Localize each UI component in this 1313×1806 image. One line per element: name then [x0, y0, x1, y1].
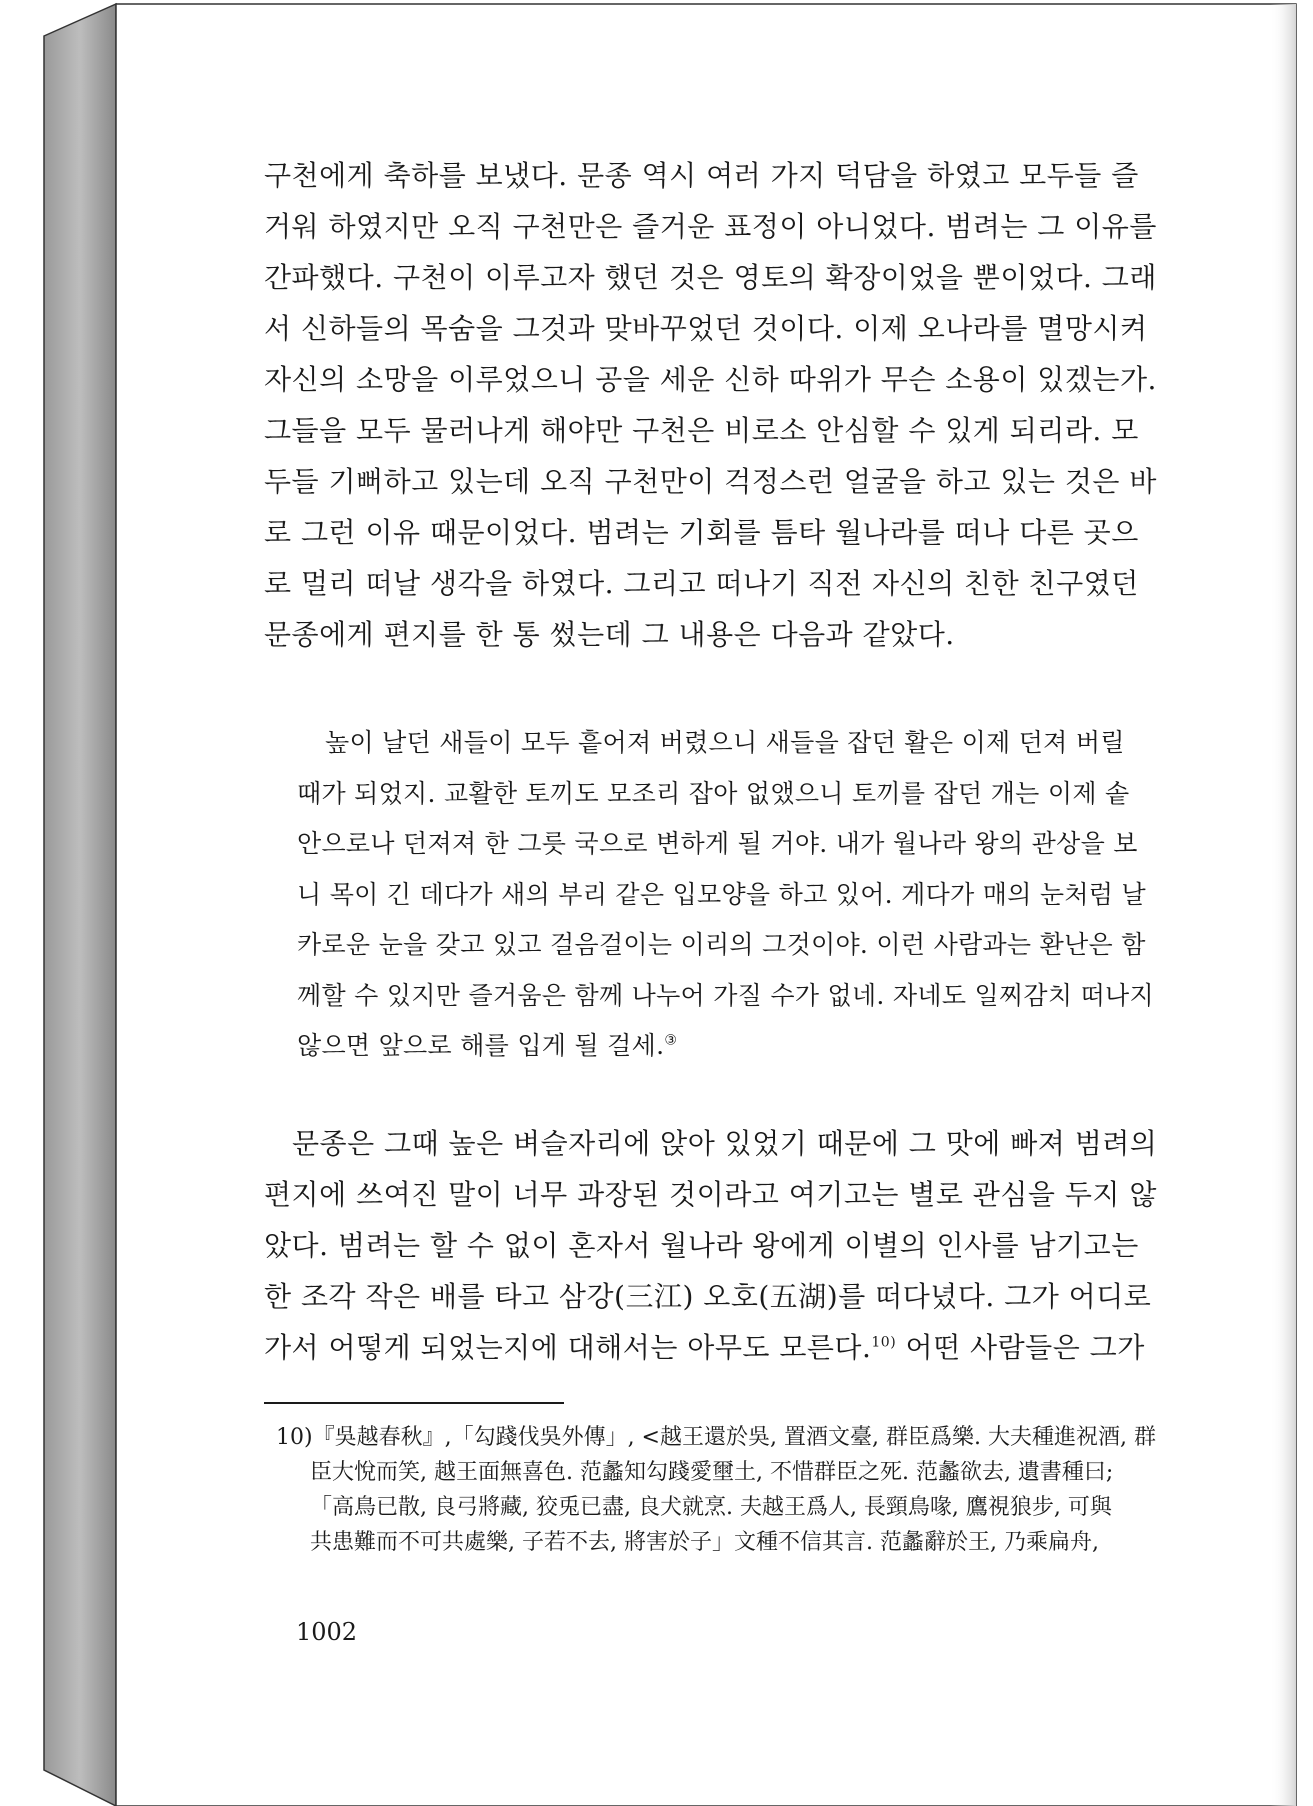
text-line: 간파했다. 구천이 이루고자 했던 것은 영토의 확장이었을 뿐이었다. 그래 — [264, 261, 1157, 294]
text-line: 그들을 모두 물러나게 해야만 구천은 비로소 안심할 수 있게 되리라. 모 — [264, 414, 1139, 447]
quote-line: 니 목이 긴 데다가 새의 부리 같은 입모양을 하고 있어. 게다가 매의 눈처럼 날 — [297, 879, 1146, 909]
quote-line — [297, 1021, 1162, 1072]
footnote-line: 共患難而不可共處樂, 子若不去, 將害於子」文種不信其言. 范蠡辭於王, 乃乘扁舟, — [310, 1530, 1099, 1555]
quote-line: 카로운 눈을 갖고 있고 걸음걸이는 이리의 그것이야. 이런 사람과는 환난은 함 — [297, 930, 1146, 959]
block-quote — [297, 718, 1162, 1072]
paragraph-1 — [264, 150, 1170, 660]
text-line: 두들 기뻐하고 있는데 오직 구천만이 걱정스런 얼굴을 하고 있는 것은 바 — [264, 465, 1157, 498]
quote-line: 때가 되었지. 교활한 토끼도 모조리 잡아 없앴으니 토끼를 잡던 개는 이제 솥 — [297, 778, 1130, 808]
text-line: 문종은 그때 높은 벼슬자리에 앉아 있었기 때문에 그 맛에 빠져 범려의 — [292, 1126, 1158, 1160]
footnote-divider — [264, 1402, 564, 1404]
quote-line: 안으로나 던져져 한 그릇 국으로 변하게 될 거야. 내가 월나라 왕의 관상을 보 — [297, 829, 1138, 858]
quote-line: 께할 수 있지만 즐거움은 함께 나누어 가질 수가 없네. 자네도 일찌감치 떠나지 — [297, 980, 1154, 1010]
text-before-mark: 가서 어떻게 되었는지에 대해서는 아무도 모른다. — [264, 1330, 872, 1364]
text-line: 로 멀리 떠날 생각을 하였다. 그리고 떠나기 직전 자신의 친한 친구였던 — [264, 567, 1139, 600]
paragraph-2 — [264, 1118, 1170, 1373]
text-after-mark: 어떤 사람들은 그가 — [896, 1330, 1145, 1364]
quote-footnote-mark: ③ — [664, 1032, 678, 1049]
text-line: 구천에게 축하를 보냈다. 문종 역시 여러 가지 덕담을 하였고 모두들 즐 — [264, 159, 1139, 192]
text-line: 한 조각 작은 배를 타고 삼강(三江) 오호(五湖)를 떠다녔다. 그가 어디로 — [264, 1279, 1152, 1313]
text-line: 로 그런 이유 때문이었다. 범려는 기회를 틈타 월나라를 떠나 다른 곳으 — [264, 516, 1139, 549]
book-spine — [44, 4, 116, 1806]
text-line: 서 신하들의 목숨을 그것과 맞바꾸었던 것이다. 이제 오나라를 멸망시켜 — [264, 312, 1148, 345]
text-line: 편지에 쓰여진 말이 너무 과장된 것이라고 여기고는 별로 관심을 두지 않 — [264, 1177, 1157, 1211]
page-number: 1002 — [296, 1618, 358, 1646]
text-line — [264, 1322, 1170, 1373]
main-text — [264, 150, 1170, 1373]
footnote — [276, 1420, 1176, 1560]
text-line: 문종에게 편지를 한 통 썼는데 그 내용은 다음과 같았다. — [264, 618, 955, 651]
footnote-line: 10)『吳越春秋』,「勾踐伐吳外傳」, <越王還於吳, 置酒文臺, 群臣爲樂. 大夫種進祝酒, 群 — [276, 1425, 1156, 1450]
quote-last-text: 않으면 앞으로 해를 입게 될 걸세. — [297, 1031, 665, 1060]
footnote-line: 臣大悅而笑, 越王面無喜色. 范蠡知勾踐愛壐土, 不惜群臣之死. 范蠡欲去, 遺書種曰; — [310, 1460, 1114, 1485]
text-line: 거워 하였지만 오직 구천만은 즐거운 표정이 아니었다. 범려는 그 이유를 — [264, 210, 1157, 243]
footnote-reference: 10) — [871, 1334, 897, 1351]
text-line: 자신의 소망을 이루었으니 공을 세운 신하 따위가 무슨 소용이 있겠는가. — [264, 363, 1157, 396]
text-line: 았다. 범려는 할 수 없이 혼자서 월나라 왕에게 이별의 인사를 남기고는 — [264, 1228, 1139, 1262]
footnote-line: 「高鳥已散, 良弓將藏, 狡兎已盡, 良犬就烹. 夫越王爲人, 長頸鳥喙, 鷹視狼步, 可與 — [310, 1495, 1112, 1520]
quote-line: 높이 날던 새들이 모두 흩어져 버렸으니 새들을 잡던 활은 이제 던져 버릴 — [325, 728, 1125, 757]
